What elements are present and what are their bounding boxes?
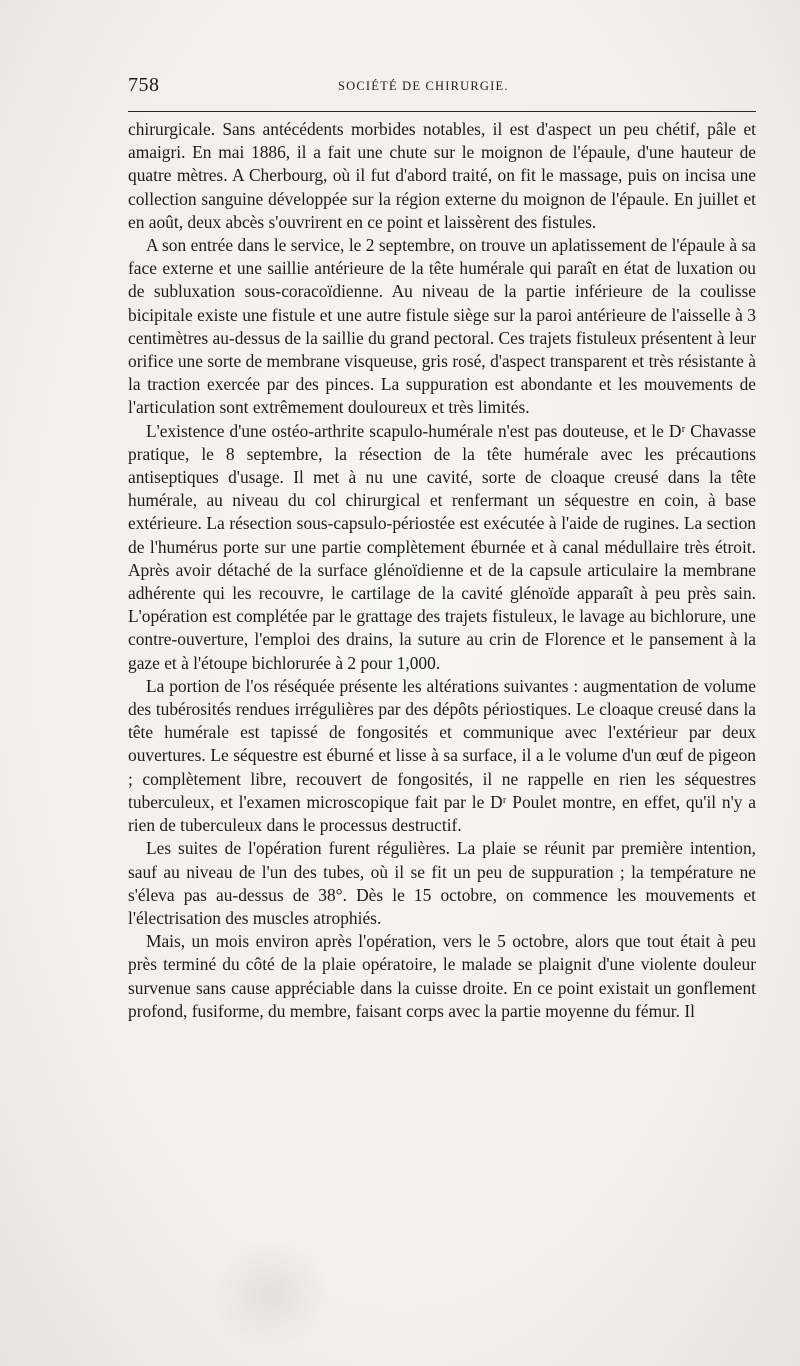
- page-header: [128, 74, 756, 100]
- paragraph-4: La portion de l'os réséquée présente les altérations suivantes : augmentation de volume des tubérosités rendues irrégulières par des dépôts périostiques. Le cloaque creusé dans la tête humérale est tapissé de fongosités et communique avec l'extérieur par deux ouvertures. Le séquestre est éburné et lisse à sa surface, il a le volume d'un œuf de pigeon ; complètement libre, recouvert de fongosités, il ne rappelle en rien les séquestres tuberculeux, et l'examen microscopique fait par le Dʳ Poulet montre, en effet, qu'il n'y a rien de tuberculeux dans le processus destructif.: [128, 675, 756, 836]
- paragraph-1: chirurgicale. Sans antécédents morbides notables, il est d'aspect un peu chétif, pâle et amaigri. En mai 1886, il a fait une chute sur le moignon de l'épaule, d'une hauteur de quatre mètres. A Cherbourg, où il fut d'abord traité, on fit le massage, puis on incisa une collection sanguine développée sur la région externe du moignon de l'épaule. En juillet et en août, deux abcès s'ouvrirent en ce point et laissèrent des fistules.: [128, 119, 756, 232]
- paragraph-6: Mais, un mois environ après l'opération, vers le 5 octobre, alors que tout était à peu près terminé du côté de la plaie opératoire, le malade se plaignit d'une violente douleur survenue sans cause appréciable dans la cuisse droite. En ce point existait un gonflement profond, fusiforme, du membre, faisant corps avec la partie moyenne du fémur. Il: [128, 931, 756, 1021]
- running-head: SOCIÉTÉ DE CHIRURGIE.: [338, 79, 509, 93]
- paragraph-3: L'existence d'une ostéo-arthrite scapulo-humérale n'est pas douteuse, et le Dʳ Chavasse pratique, le 8 septembre, la résection de la tête humérale avec les précautions antiseptiques d'usage. Il met à nu une cavité, sorte de cloaque creusé dans la tête humérale, au niveau du col chirurgical et renfermant un séquestre en coin, à base extérieure. La résection sous-capsulo-périostée est exécutée à l'aide de rugines. La section de l'humérus porte sur une partie complètement éburnée et à canal médullaire très étroit. Après avoir détaché de la surface glénoïdienne et de la capsule articulaire la membrane adhérente qui les recouvre, le cartilage de la cavité glénoïde apparaît à peu près sain. L'opération est complétée par le grattage des trajets fistuleux, le lavage au bichlorure, une contre-ouverture, l'emploi des drains, la suture au crin de Florence et le pansement à la gaze et à l'étoupe bichlorurée à 2 pour 1,000.: [128, 420, 756, 673]
- paper-stain: [210, 1240, 330, 1350]
- body-text: [128, 118, 756, 1023]
- paragraph-5: Les suites de l'opération furent régulières. La plaie se réunit par première intention, sauf au niveau de l'un des tubes, où il se fit un peu de suppuration ; la température ne s'éleva pas au-dessus de 38°. Dès le 15 octobre, on commence les mouvements et l'électrisation des muscles atrophiés.: [128, 838, 756, 928]
- paragraph-2: A son entrée dans le service, le 2 septembre, on trouve un aplatissement de l'épaule à sa face externe et une saillie antérieure de la tête humérale qui paraît en état de luxation ou de subluxation sous-coracoïdienne. Au niveau de la partie inférieure de la coulisse bicipitale existe une fistule et une autre fistule siège sur la paroi antérieure de l'aisselle à 3 centimètres au-dessus de la saillie du grand pectoral. Ces trajets fistuleux présentent à leur orifice une sorte de membrane visqueuse, gris rosé, d'aspect transparent et très résistante à la traction exercée par des pinces. La suppuration est abondante et les mouvements de l'articulation sont extrêmement douloureux et très limités.: [128, 235, 756, 418]
- header-rule: [128, 111, 756, 112]
- page-number: 758: [128, 74, 160, 96]
